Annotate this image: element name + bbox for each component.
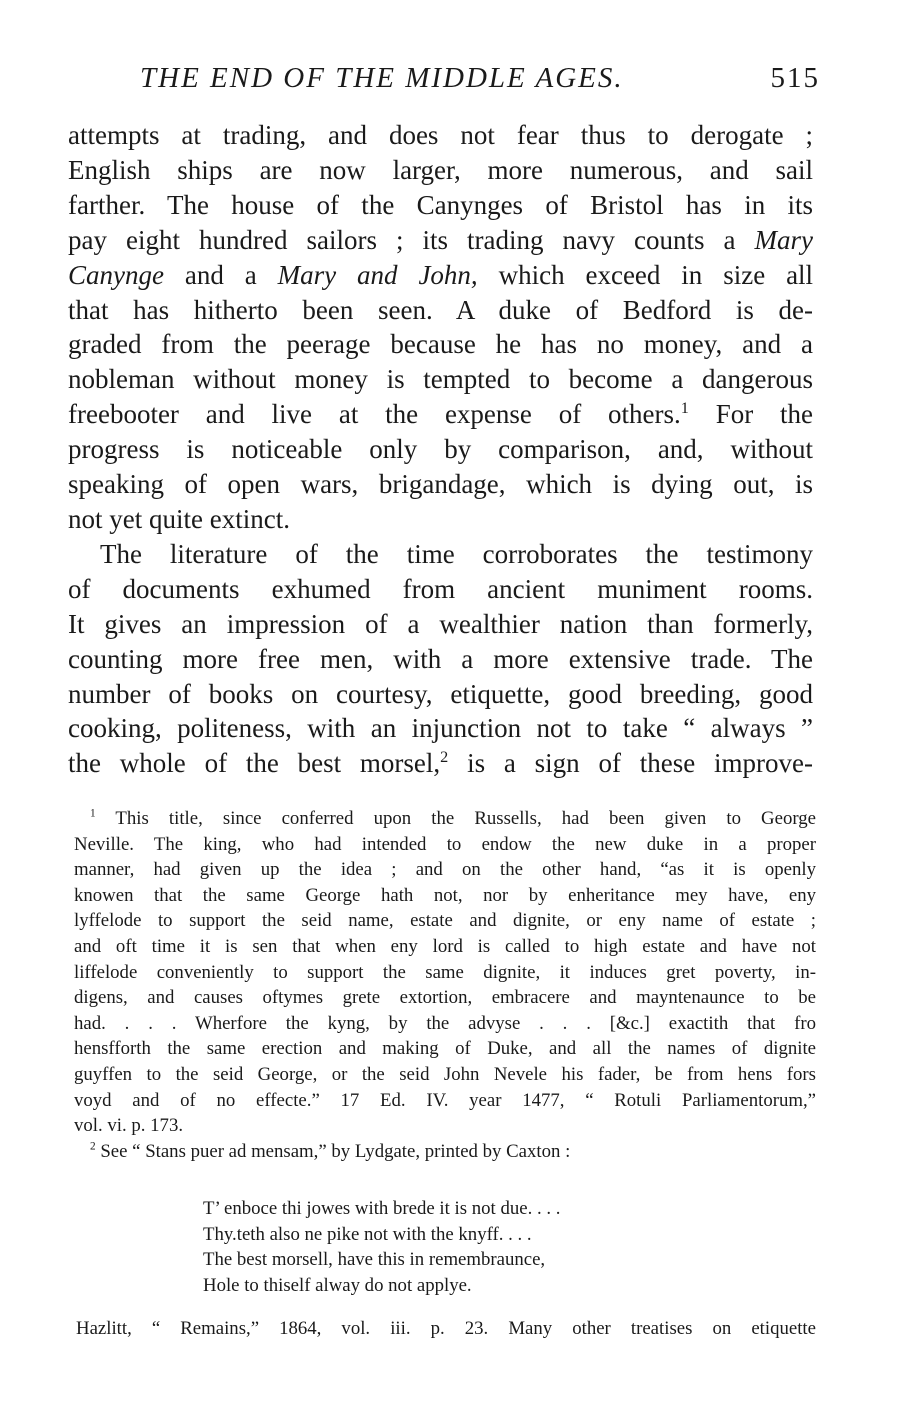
text-line: counting more free men, with a more extensive trade. The	[68, 643, 813, 674]
footnote-ref-2: 2	[440, 748, 449, 767]
footnote-line: digens, and causes oftymes grete extortion, embracere and mayntenaunce to be	[74, 987, 816, 1009]
footnote-line: hensfforth the same erection and making of Duke, and all the names of dignite	[74, 1038, 816, 1060]
running-head	[140, 62, 820, 95]
ship-name: Canynge	[68, 259, 164, 290]
footnote-1	[74, 806, 816, 1139]
text-line: number of books on courtesy, etiquette, good breeding, good	[68, 678, 813, 709]
verse-quotation	[203, 1196, 560, 1298]
running-title: THE END OF THE MIDDLE AGES.	[140, 62, 624, 94]
verse-line: Hole to thiself alway do not applye.	[203, 1274, 472, 1296]
footnote-line: had. . . . Wherfore the kyng, by the advyse . . . [&c.] exactith that fro	[74, 1012, 816, 1034]
verse-line: Thy.teth also ne pike not with the knyff. . . .	[203, 1223, 532, 1245]
paragraph-1	[68, 118, 813, 537]
text-line: that has hitherto been seen. A duke of Bedford is de-	[68, 294, 813, 325]
text-line: pay eight hundred sailors ; its trading navy counts a Mary	[68, 224, 814, 255]
paragraph-2	[68, 537, 813, 781]
footnote-ref-1: 1	[680, 399, 689, 418]
text-line: graded from the peerage because he has no money, and a	[68, 329, 813, 360]
footnote-line: and oft time it is sen that when eny lord is called to high estate and have not	[74, 935, 816, 957]
footnote-line: vol. vi. p. 173.	[74, 1115, 184, 1137]
text-line: Canynge and a Mary and John, which exceed in size all	[68, 259, 814, 290]
text-line: the whole of the best morsel,$^2$ is a sign of these improve-	[68, 748, 813, 779]
text-line: nobleman without money is tempted to become a dangerous	[68, 364, 813, 395]
footnote-marker: 1	[90, 807, 96, 820]
text-line: speaking of open wars, brigandage, which is dying out, is	[68, 469, 813, 500]
text-line: cooking, politeness, with an injunction not to take “ always ”	[68, 713, 813, 744]
ship-name: Mary	[754, 224, 814, 255]
footnote-marker: 2	[90, 1140, 96, 1153]
footnote-line: guyffen to the seid George, or the seid John Nevele his fader, be from hens fors	[74, 1063, 816, 1085]
footnote-line: voyd and of no effecte.” 17 Ed. IV. year 1477, “ Rotuli Parliamentorum,”	[74, 1089, 816, 1111]
verse-line: The best morsell, have this in remembraunce,	[203, 1249, 546, 1271]
verse-line: T’ enboce thi jowes with brede it is not due. . . .	[203, 1198, 561, 1219]
body-text	[68, 118, 813, 781]
footnote-line: knowen that the same George hath not, nor by enheritance mey have, eny	[74, 884, 816, 906]
footnote-line: lyffelode to support the seid name, estate and dignite, or eny name of estate ;	[74, 910, 816, 932]
footnote-line: Neville. The king, who had intended to endow the new duke in a proper	[74, 833, 816, 855]
footnote-line: $^1$ This title, since conferred upon the Russells, had been given to George	[90, 807, 816, 829]
footnote-line: liffelode conveniently to support the same dignite, it induces gret poverty, in-	[74, 961, 816, 983]
text-line: farther. The house of the Canynges of Bristol has in its	[68, 189, 813, 220]
text-line: The literature of the time corroborates the testimony	[100, 538, 813, 569]
page-number: 515	[770, 62, 820, 94]
text-line: freebooter and live at the expense of others.$^1$ For the	[68, 399, 813, 430]
ship-name: Mary and John,	[277, 259, 478, 290]
text-line: It gives an impression of a wealthier nation than formerly,	[68, 608, 813, 639]
text-line: attempts at trading, and does not fear thus to derogate ;	[68, 120, 813, 150]
footnote-line: $^2$ See “ Stans puer ad mensam,” by Lydgate, printed by Caxton :	[90, 1140, 571, 1162]
footnote-2	[74, 1139, 816, 1165]
text-line: not yet quite extinct.	[68, 503, 290, 534]
footnote-line: manner, had given up the idea ; and on the other hand, “as it is openly	[74, 859, 816, 881]
footnote-continuation: Hazlitt, “ Remains,” 1864, vol. iii. p. 23. Many other treatises on etiquette	[76, 1318, 816, 1339]
text-line: English ships are now larger, more numerous, and sail	[68, 154, 813, 185]
footnotes	[74, 806, 816, 1164]
text-line: of documents exhumed from ancient muniment rooms.	[68, 573, 813, 604]
text-line: progress is noticeable only by comparison, and, without	[68, 434, 813, 465]
